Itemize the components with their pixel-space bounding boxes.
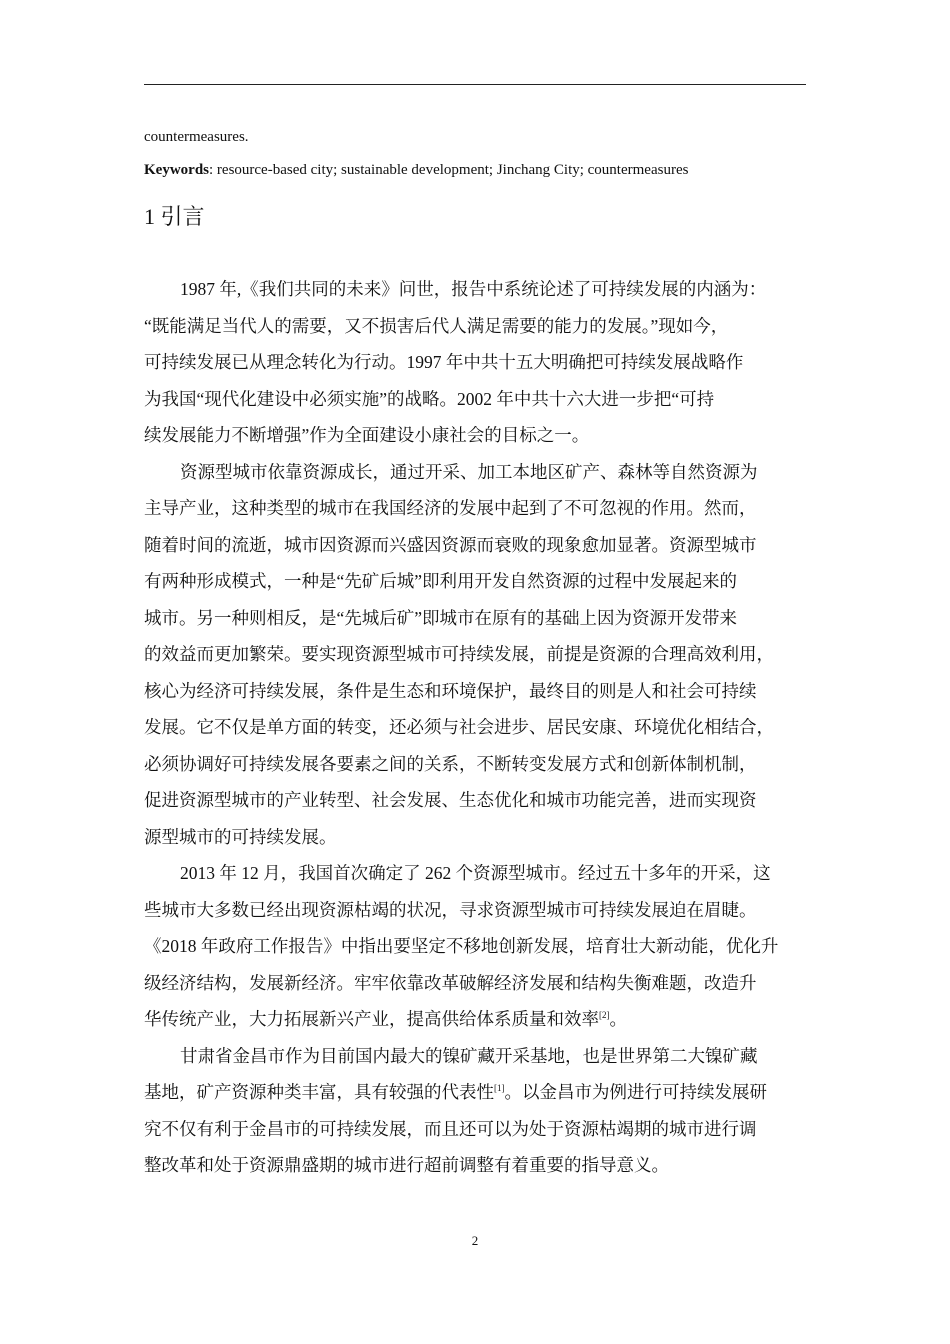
keywords-label: Keywords bbox=[144, 162, 209, 178]
paragraph-1-line-1: 1987 年,《我们共同的未来》问世，报告中系统论述了可持续发展的内涵为： bbox=[180, 279, 767, 299]
paragraph-4-line-2-end: 。以金昌市为例进行可持续发展研 bbox=[504, 1082, 767, 1102]
paragraph-1-line-3: 可持续发展已从理念转化为行动。1997 年中共十五大明确把可持续发展战略作 bbox=[144, 352, 744, 372]
abstract-tail-text: countermeasures. bbox=[144, 129, 249, 145]
paragraph-2-line-10: 促进资源型城市的产业转型、社会发展、生态优化和城市功能完善，进而实现资 bbox=[144, 790, 757, 810]
paragraph-1-line-5: 续发展能力不断增强”作为全面建设小康社会的目标之一。 bbox=[144, 425, 590, 445]
paragraph-3-line-5-text: 华传统产业，大力拓展新兴产业，提高供给体系质量和效率 bbox=[144, 1009, 599, 1029]
paragraph-4-line-1: 甘肃省金昌市作为目前国内最大的镍矿藏开采基地，也是世界第二大镍矿藏 bbox=[180, 1045, 758, 1066]
paragraph-3-line-1: 2013 年 12 月，我国首次确定了 262 个资源型城市。经过五十多年的开采，这 bbox=[180, 863, 771, 883]
citation-1: [1] bbox=[494, 1083, 505, 1094]
citation-2: [2] bbox=[599, 1010, 610, 1021]
paragraph-2-line-3: 随着时间的流逝，城市因资源而兴盛因资源而衰败的现象愈加显著。资源型城市 bbox=[144, 534, 757, 555]
paragraph-1-line-2: “既能满足当代人的需要，又不损害后代人满足需要的能力的发展。”现如今， bbox=[144, 315, 729, 336]
paragraph-3-line-5-end: 。 bbox=[609, 1009, 627, 1029]
paragraph-2-line-11: 源型城市的可持续发展。 bbox=[144, 826, 337, 847]
paragraph-4-line-3: 究不仅有利于金昌市的可持续发展，而且还可以为处于资源枯竭期的城市进行调 bbox=[144, 1118, 757, 1139]
paragraph-3-line-3: 《2018 年政府工作报告》中指出要坚定不移地创新发展，培育壮大新动能，优化升 bbox=[144, 936, 779, 956]
keywords-line bbox=[144, 160, 688, 180]
section-title: 1 引言 bbox=[144, 204, 205, 229]
paragraph-4-line-4: 整改革和处于资源鼎盛期的城市进行超前调整有着重要的指导意义。 bbox=[144, 1155, 669, 1175]
paragraph-3-line-4: 级经济结构，发展新经济。牢牢依靠改革破解经济发展和结构失衡难题，改造升 bbox=[144, 972, 757, 993]
paragraph-2-line-6: 的效益而更加繁荣。要实现资源型城市可持续发展，前提是资源的合理高效利用， bbox=[144, 644, 774, 664]
paragraph-2-line-2: 主导产业，这种类型的城市在我国经济的发展中起到了不可忽视的作用。然而， bbox=[144, 498, 757, 518]
paragraph-3-line-2: 些城市大多数已经出现资源枯竭的状况，寻求资源型城市可持续发展迫在眉睫。 bbox=[144, 899, 757, 920]
page-number: 2 bbox=[471, 1233, 479, 1248]
paragraph-2-line-8: 发展。它不仅是单方面的转变，还必须与社会进步、居民安康、环境优化相结合， bbox=[144, 717, 774, 737]
paragraph-1-line-4: 为我国“现代化建设中必须实施”的战略。2002 年中共十六大进一步把“可持 bbox=[144, 388, 715, 409]
header-rule bbox=[144, 84, 806, 85]
paragraph-2-line-4: 有两种形成模式，一种是“先矿后城”即利用开发自然资源的过程中发展起来的 bbox=[144, 571, 738, 591]
paragraph-4-line-2 bbox=[144, 1074, 806, 1111]
paragraph-2-line-7: 核心为经济可持续发展，条件是生态和环境保护，最终目的则是人和社会可持续 bbox=[144, 680, 757, 701]
paragraph-2-line-1: 资源型城市依靠资源成长，通过开采、加工本地区矿产、森林等自然资源为 bbox=[180, 461, 758, 482]
paragraph-2-line-5: 城市。另一种则相反，是“先城后矿”即城市在原有的基础上因为资源开发带来 bbox=[144, 607, 738, 628]
paragraph-3-line-5 bbox=[144, 1001, 806, 1038]
paragraph-4-line-2-text: 基地，矿产资源种类丰富，具有较强的代表性 bbox=[144, 1082, 494, 1102]
paragraph-2-line-9: 必须协调好可持续发展各要素之间的关系，不断转变发展方式和创新体制机制， bbox=[144, 753, 757, 774]
keywords-text: : resource-based city; sustainable development; Jinchang City; countermeasures bbox=[209, 162, 689, 178]
body-text bbox=[144, 271, 806, 1184]
